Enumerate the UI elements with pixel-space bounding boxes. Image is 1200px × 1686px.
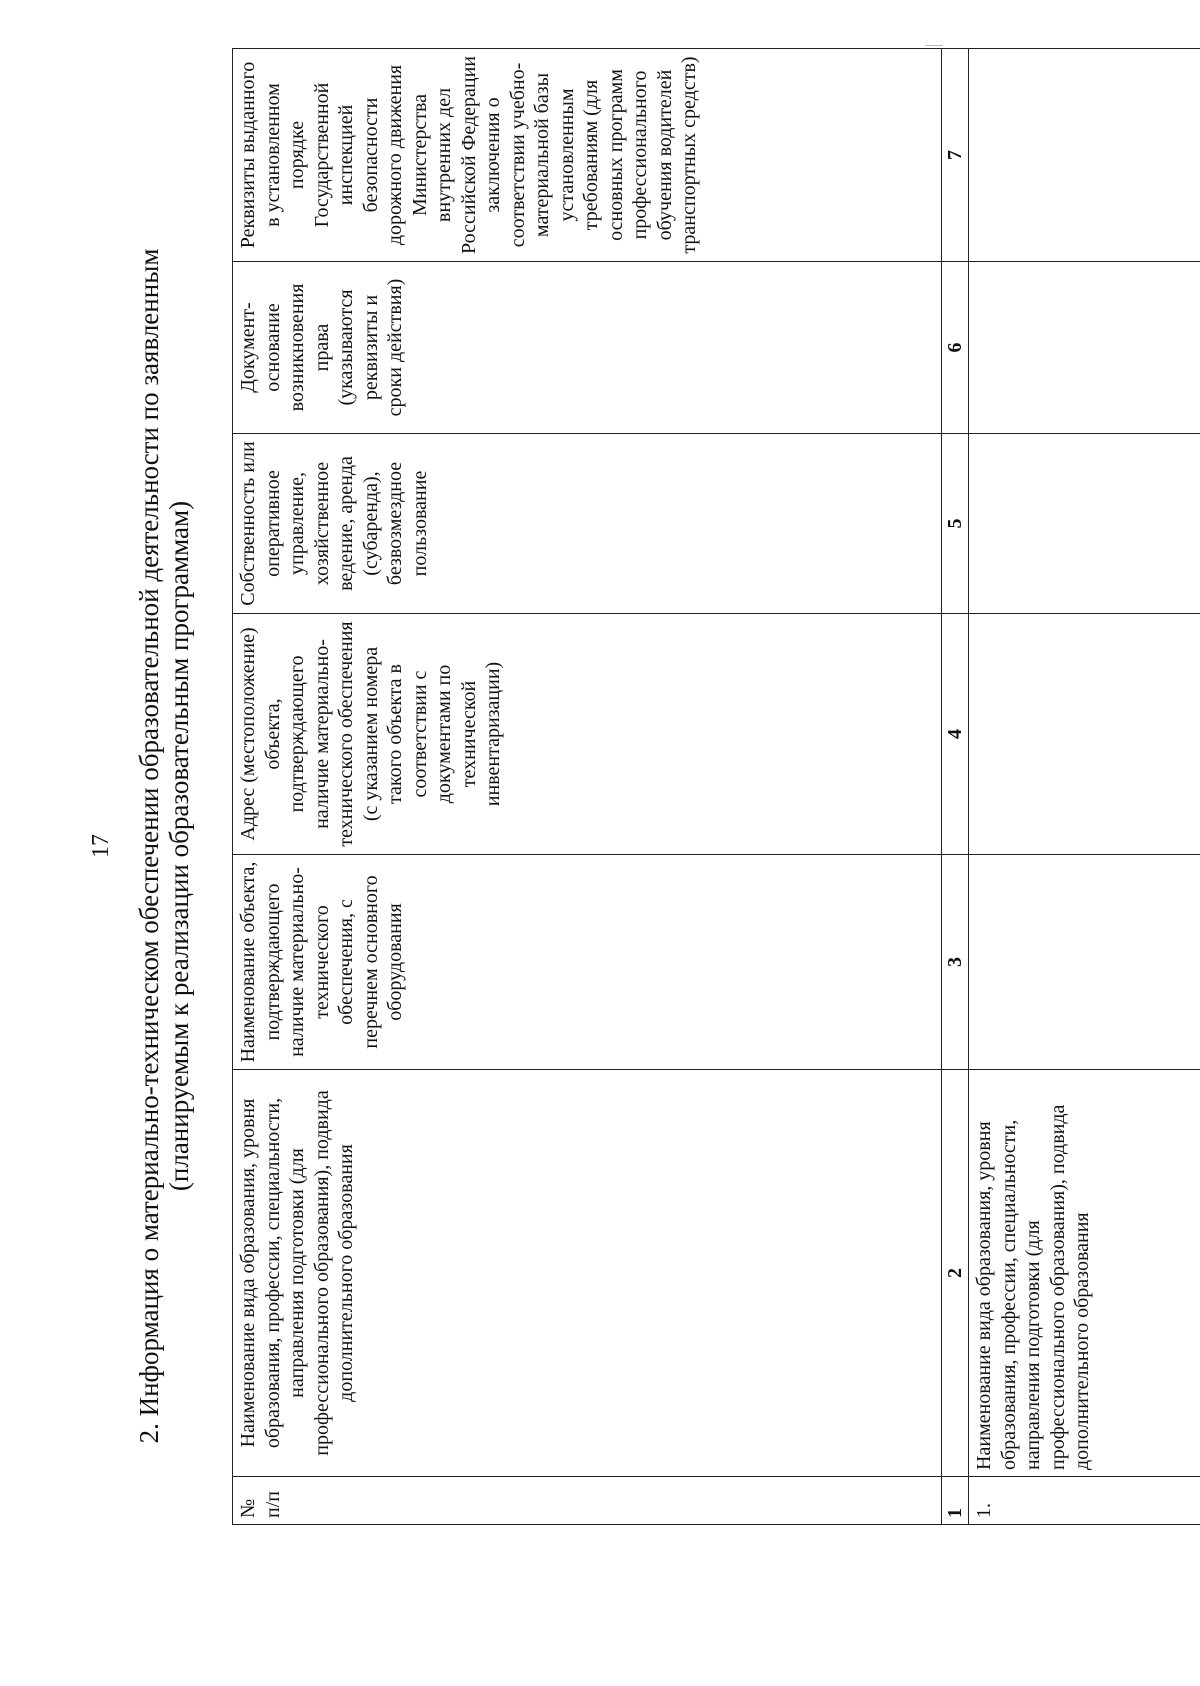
material-support-table <box>232 48 1200 1525</box>
column-number-row <box>942 49 969 1525</box>
column-number: 3 <box>942 855 969 1070</box>
row-object-name <box>969 855 1200 1070</box>
column-number: 1 <box>942 1477 969 1525</box>
row-education-type: Наименование вида образования, уровня образования, профессии, специальности, направления подготовки (для профессионального образования), подвида дополнительного образования <box>969 1070 1200 1477</box>
table-header-row <box>233 49 942 1525</box>
section-title <box>134 206 194 1486</box>
row-address <box>969 614 1200 855</box>
table-row <box>969 49 1200 1525</box>
page-number: 17 <box>88 834 114 858</box>
header-number: № п/п <box>233 1477 942 1525</box>
header-legal-document: Документ-основание возникновения права (указываются реквизиты и сроки действия) <box>233 262 942 434</box>
column-number: 7 <box>942 49 969 262</box>
column-number: 6 <box>942 262 969 434</box>
column-number: 2 <box>942 1070 969 1477</box>
row-ownership <box>969 434 1200 614</box>
row-number: 1. <box>969 1477 1200 1525</box>
header-object-name: Наименование объекта, подтверждающего наличие материально-технического обеспечения, с перечнем основного оборудования <box>233 855 942 1070</box>
scan-mark <box>925 45 943 46</box>
header-education-type: Наименование вида образования, уровня образования, профессии, специальности, направления подготовки (для профессионального образования), подвида дополнительного образования <box>233 1070 942 1477</box>
header-ownership: Собственность или оперативное управление, хозяйственное ведение, аренда (субаренда), безвозмездное пользование <box>233 434 942 614</box>
row-legal-document <box>969 262 1200 434</box>
column-number: 5 <box>942 434 969 614</box>
title-line-1: 2. Информация о материально-техническом обеспечении образовательной деятельности по заявленным <box>134 248 164 1444</box>
header-address: Адрес (местоположение) объекта, подтверждающего наличие материально-технического обеспечения (с указанием номера такого объекта в соответствии с документами по технической инвентаризации) <box>233 614 942 855</box>
header-gibdd-conclusion: Реквизиты выданного в установленном порядке Государственной инспекцией безопасности дорожного движения Министерства внутренних дел Российской Федерации заключения о соответствии учебно-материальной базы установленным требованиям (для основных программ профессионального обучения водителей транспортных средств) <box>233 49 942 262</box>
row-gibdd-conclusion <box>969 49 1200 262</box>
column-number: 4 <box>942 614 969 855</box>
title-line-2: (планируемым к реализации образовательным программам) <box>164 500 194 1192</box>
